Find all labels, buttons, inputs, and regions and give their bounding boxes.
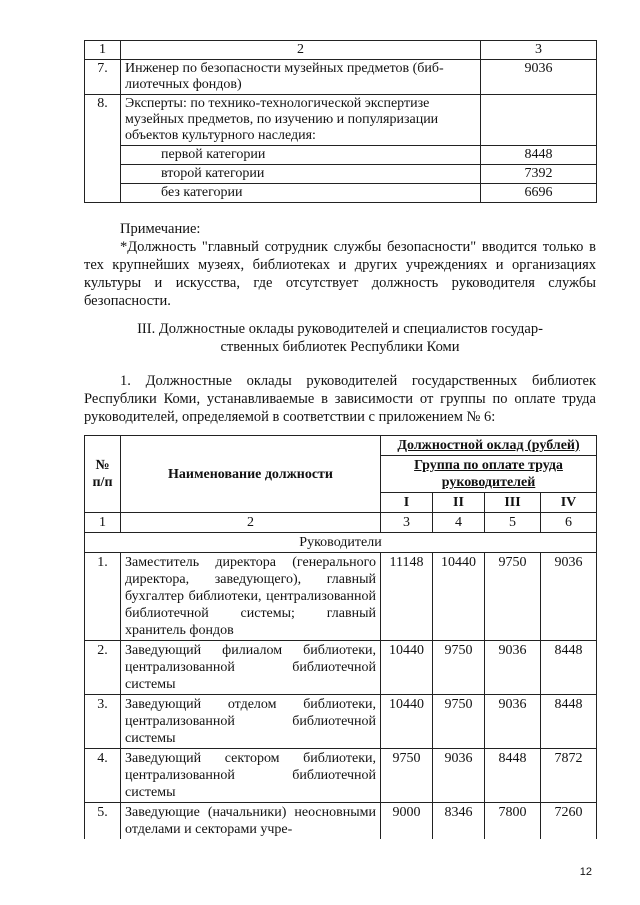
header-group-col: IV [541, 493, 597, 513]
column-number: 5 [485, 513, 541, 533]
table-museum-positions [84, 40, 597, 203]
row-name-line: Инженер по безопасности музейных предметов (биб- [125, 61, 444, 76]
column-number-row [85, 513, 597, 533]
row-number: 1. [85, 553, 121, 641]
row-value: 10440 [433, 553, 485, 641]
section-title: Руководители [85, 533, 597, 553]
table-row [85, 803, 597, 840]
header-group [381, 456, 597, 493]
page-number: 12 [579, 866, 592, 878]
row-name-line: объектов культурного наследия: [125, 128, 316, 143]
table-row [85, 60, 597, 95]
table-header-row [85, 436, 597, 456]
section-heading-line: ственных библиотек Республики Коми [220, 339, 460, 355]
row-number: 8. [85, 95, 121, 146]
table-subrow [85, 165, 597, 184]
subrow-value: 6696 [481, 184, 597, 203]
subrow-name: второй категории [121, 165, 481, 184]
table-row [85, 553, 597, 641]
row-value: 10440 [381, 695, 433, 749]
section-row [85, 533, 597, 553]
row-value: 7800 [485, 803, 541, 840]
row-number: 7. [85, 60, 121, 95]
row-name [121, 95, 481, 146]
row-value: 11148 [381, 553, 433, 641]
column-number: 6 [541, 513, 597, 533]
row-value: 9000 [381, 803, 433, 840]
table-row [85, 749, 597, 803]
header-cell: 3 [481, 41, 597, 60]
row-value: 8346 [433, 803, 485, 840]
header-salary-text: Должностной оклад (рублей) [397, 438, 580, 453]
row-value: 9750 [485, 553, 541, 641]
row-value: 8448 [485, 749, 541, 803]
section-heading-line: III. Должностные оклады руководителей и специалистов государ- [137, 321, 543, 337]
table-row [85, 695, 597, 749]
row-name: Заведующий отделом библиотеки, централизованной библиотечной системы [121, 695, 381, 749]
subrow-value: 7392 [481, 165, 597, 184]
row-value: 9750 [433, 641, 485, 695]
row-value: 9036 [485, 641, 541, 695]
subrow-name: первой категории [121, 146, 481, 165]
header-cell: 2 [121, 41, 481, 60]
table-row [85, 95, 597, 146]
row-value: 9036 [541, 553, 597, 641]
subrow-value: 8448 [481, 146, 597, 165]
header-salary [381, 436, 597, 456]
table-row [85, 641, 597, 695]
row-value: 8448 [541, 695, 597, 749]
column-number: 4 [433, 513, 485, 533]
row-value: 7260 [541, 803, 597, 840]
table-subrow [85, 146, 597, 165]
row-number: 2. [85, 641, 121, 695]
column-number: 3 [381, 513, 433, 533]
header-group-text: Группа по оплате труда руководителей [414, 458, 563, 490]
header-group-col: III [485, 493, 541, 513]
row-value: 9750 [433, 695, 485, 749]
header-cell: 1 [85, 41, 121, 60]
column-number: 2 [121, 513, 381, 533]
row-name: Заведующие (начальники) неосновными отделами и секторами учре- [121, 803, 381, 840]
row-number: 3. [85, 695, 121, 749]
note-title: Примечание: [120, 221, 201, 237]
header-num: № п/п [85, 436, 121, 513]
row-value: 9750 [381, 749, 433, 803]
subrow-name: без категории [121, 184, 481, 203]
table-subrow [85, 184, 597, 203]
row-value: 8448 [541, 641, 597, 695]
table-header-row [85, 41, 597, 60]
row-name-line: музейных предметов, по изучению и популяризации [125, 112, 439, 127]
row-value: 9036 [485, 695, 541, 749]
row-value [481, 95, 597, 146]
row-value: 9036 [433, 749, 485, 803]
header-name: Наименование должности [121, 436, 381, 513]
row-name [121, 60, 481, 95]
paragraph: 1. Должностные оклады руководителей государственных библиотек Республики Коми, устанавливаемые в зависимости от группы по оплате труда руководителей, определяемой в соответствии с приложением № 6: [84, 373, 596, 425]
row-name: Заведующий филиалом библиотеки, централизованной библиотечной системы [121, 641, 381, 695]
row-number: 5. [85, 803, 121, 840]
row-name: Заведующий сектором библиотеки, централизованной библиотечной системы [121, 749, 381, 803]
section-heading [84, 320, 596, 356]
note-text: *Должность "главный сотрудник службы безопасности" вводится только в тех крупнейших музеях, библиотеках и других учреждениях и организациях культуры и искусства, где отсутствует должность руководителя службы безопасности. [84, 239, 596, 309]
column-number: 1 [85, 513, 121, 533]
row-name-line: лиотечных фондов) [125, 77, 242, 92]
header-group-col: I [381, 493, 433, 513]
row-name: Заместитель директора (генерального директора, заведующего), главный бухгалтер библиотеки, централизованной библиотечной системы; главный хранитель фондов [121, 553, 381, 641]
row-value: 7872 [541, 749, 597, 803]
table-library-salaries [84, 435, 597, 839]
header-group-col: II [433, 493, 485, 513]
row-number: 4. [85, 749, 121, 803]
row-value: 9036 [481, 60, 597, 95]
row-name-line: Эксперты: по технико-технологической экспертизе [125, 96, 430, 111]
row-value: 10440 [381, 641, 433, 695]
